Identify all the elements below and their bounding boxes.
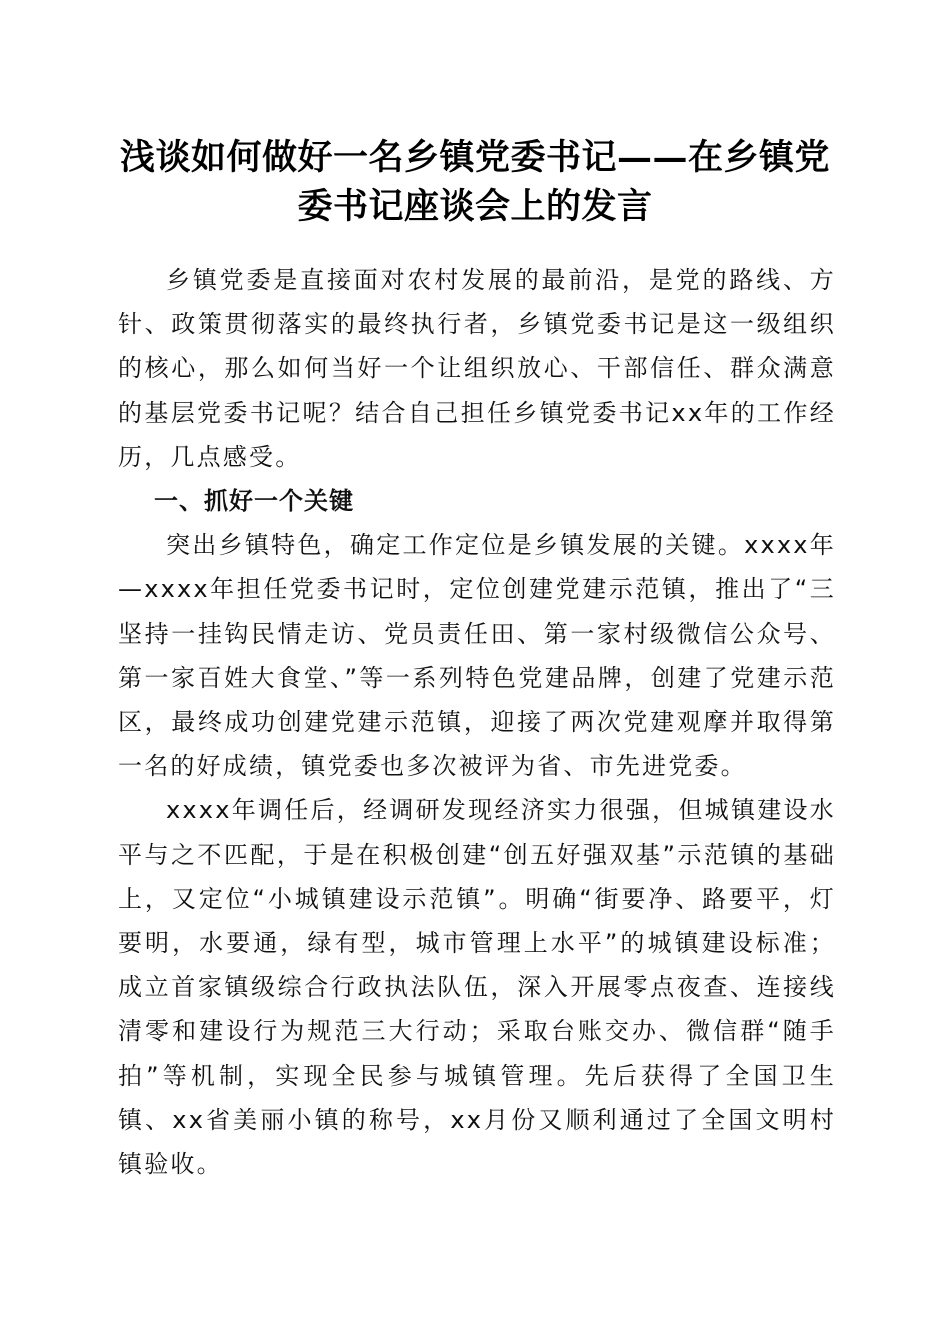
intro-paragraph: 乡镇党委是直接面对农村发展的最前沿，是党的路线、方针、政策贯彻落实的最终执行者，乡镇党委书记是这一级组织的核心，那么如何当好一个让组织放心、干部信任、群众满意的基层党委书记呢？结合自己担任乡镇党委书记xx年的工作经历，几点感受。 [118, 266, 836, 471]
section-paragraph-2: xxxx年调任后，经调研发现经济实力很强，但城镇建设水平与之不匹配，于是在积极创建“创五好强双基”示范镇的基础上，又定位“小城镇建设示范镇”。明确“街要净、路要平，灯要明，水要通，绿有型，城市管理上水平”的城镇建设标准；成立首家镇级综合行政执法队伍，深入开展零点夜查、连接线清零和建设行为规范三大行动；采取台账交办、微信群“随手拍”等机制，实现全民参与城镇管理。先后获得了全国卫生镇、xx省美丽小镇的称号，xx月份又顺利通过了全国文明村镇验收。 [118, 796, 836, 1179]
section-heading: 一、抓好一个关键 [154, 487, 354, 516]
document-body [118, 258, 836, 1186]
title-line-2: 委书记座谈会上的发言 [297, 186, 653, 227]
section-paragraph-1: 突出乡镇特色，确定工作定位是乡镇发展的关键。xxxx年—xxxx年担任党委书记时，定位创建党建示范镇，推出了“三坚持一挂钩民情走访、党员责任田、第一家村级微信公众号、第一家百姓大食堂、”等一系列特色党建品牌，创建了党建示范区，最终成功创建党建示范镇，迎接了两次党建观摩并取得第一名的好成绩，镇党委也多次被评为省、市先进党委。 [118, 531, 836, 781]
title-line-1: 浅谈如何做好一名乡镇党委书记——在乡镇党 [119, 137, 830, 178]
document-title [110, 133, 840, 231]
